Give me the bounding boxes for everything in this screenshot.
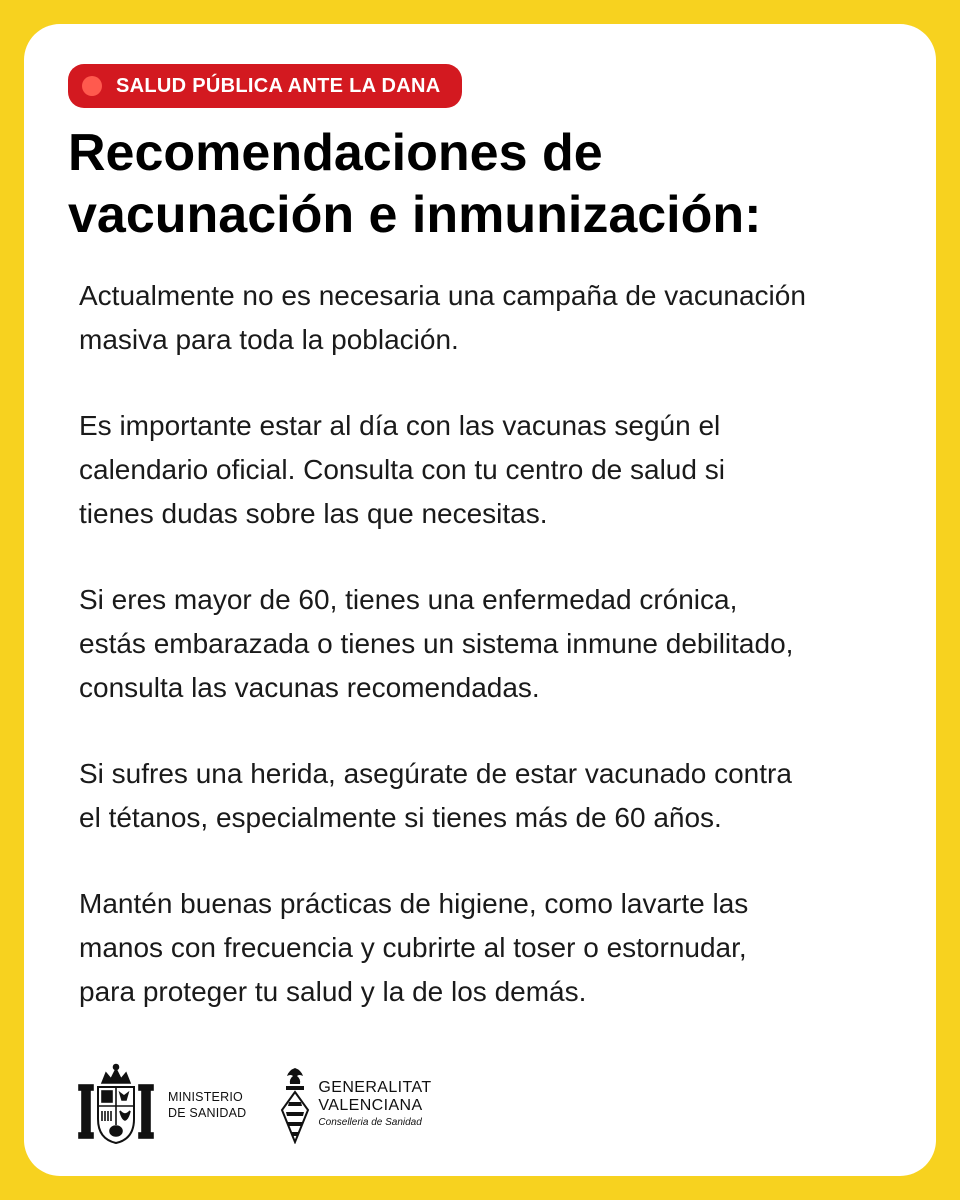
ministerio-line-2: DE SANIDAD	[168, 1106, 247, 1120]
content-card	[24, 24, 936, 1176]
page-title	[68, 122, 908, 246]
paragraph-line: manos con frecuencia y cubrirte al toser o estornudar,	[79, 932, 747, 963]
generalitat-line-1: GENERALITAT	[318, 1079, 432, 1096]
ministerio-name	[168, 1089, 246, 1121]
paragraph-hygiene	[79, 882, 899, 1014]
conselleria-name: Conselleria de Sanidad	[318, 1117, 422, 1128]
title-line-1: Recomendaciones de	[68, 124, 603, 182]
generalitat-name	[318, 1079, 431, 1131]
spain-coat-of-arms-icon	[78, 1063, 154, 1147]
generalitat-valenciana-logo	[280, 1066, 431, 1144]
recommendations-body	[79, 274, 899, 1056]
paragraph-no-mass-campaign	[79, 274, 899, 362]
paragraph-line: Actualmente no es necesaria una campaña de vacunación	[79, 280, 806, 311]
ministerio-sanidad-logo	[78, 1063, 246, 1147]
badge-label: SALUD PÚBLICA ANTE LA DANA	[116, 74, 441, 97]
footer-logos	[78, 1060, 432, 1150]
title-line-2: vacunación e inmunización:	[68, 186, 762, 244]
category-badge	[68, 64, 462, 108]
red-dot-icon	[82, 76, 102, 96]
ministerio-line-1: MINISTERIO	[168, 1090, 243, 1104]
paragraph-line: el tétanos, especialmente si tienes más de 60 años.	[79, 802, 722, 833]
paragraph-line: calendario oficial. Consulta con tu centro de salud si	[79, 454, 725, 485]
paragraph-line: masiva para toda la población.	[79, 324, 459, 355]
valencia-emblem-icon	[280, 1066, 310, 1144]
paragraph-tetanus	[79, 752, 899, 840]
paragraph-line: Es importante estar al día con las vacunas según el	[79, 410, 721, 441]
generalitat-line-2: VALENCIANA	[318, 1097, 423, 1114]
paragraph-line: Mantén buenas prácticas de higiene, como lavarte las	[79, 888, 749, 919]
paragraph-line: Si eres mayor de 60, tienes una enfermedad crónica,	[79, 584, 738, 615]
paragraph-line: tienes dudas sobre las que necesitas.	[79, 498, 548, 529]
paragraph-risk-groups	[79, 578, 899, 710]
paragraph-line: consulta las vacunas recomendadas.	[79, 672, 540, 703]
paragraph-vaccine-calendar	[79, 404, 899, 536]
paragraph-line: estás embarazada o tienes un sistema inmune debilitado,	[79, 628, 794, 659]
paragraph-line: Si sufres una herida, asegúrate de estar vacunado contra	[79, 758, 792, 789]
paragraph-line: para proteger tu salud y la de los demás.	[79, 976, 587, 1007]
